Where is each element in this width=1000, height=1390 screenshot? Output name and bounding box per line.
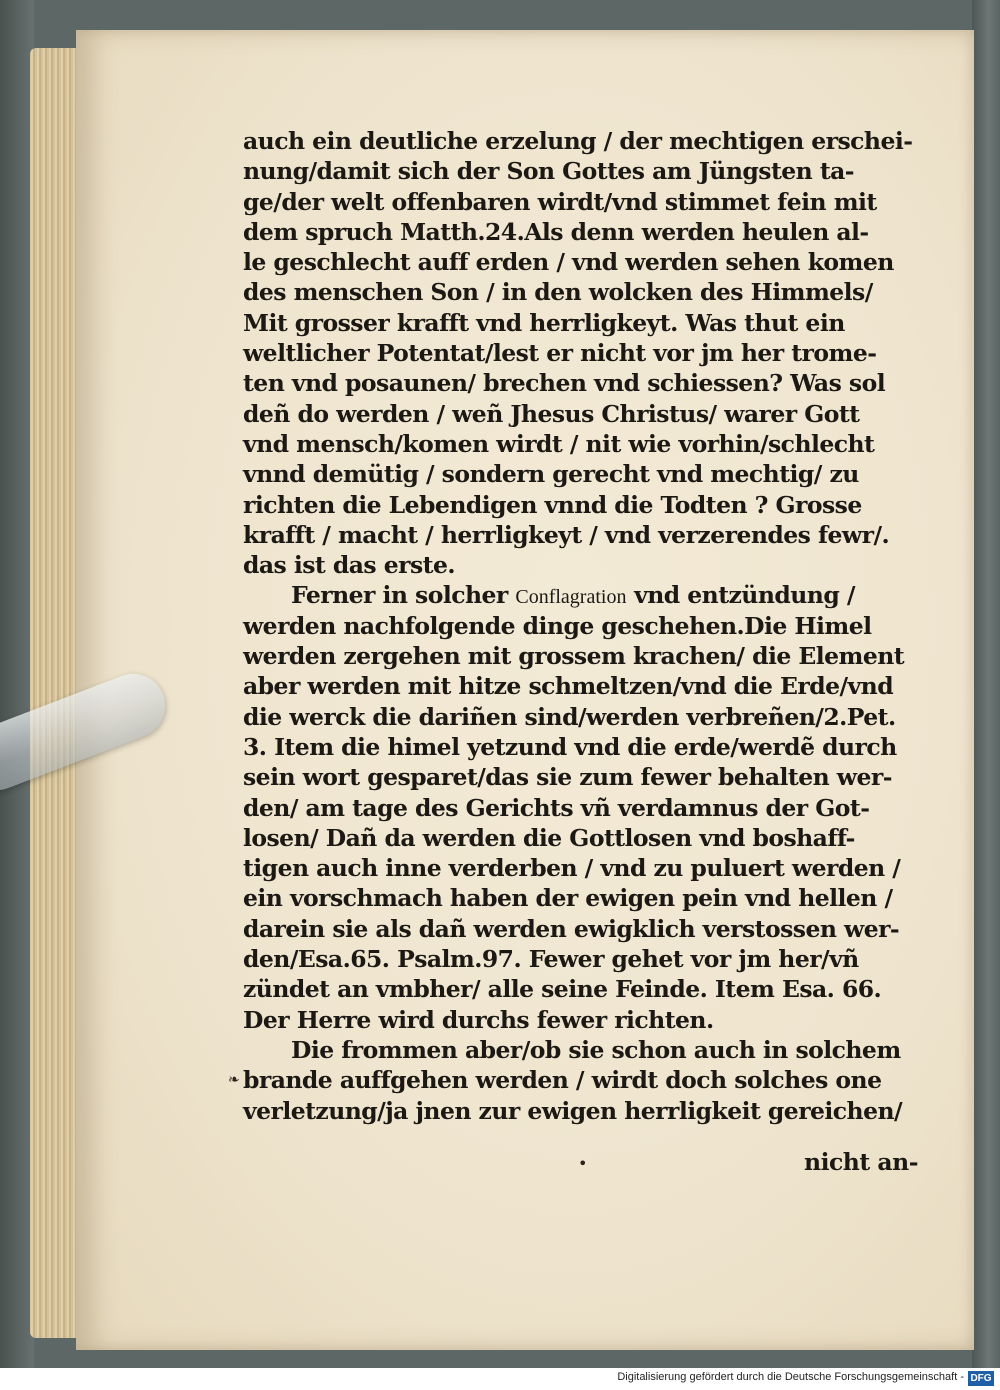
margin-mark-icon: ❧ bbox=[228, 1072, 240, 1088]
text-line: losen/ Dañ da werden die Gottlosen vnd boshaff- bbox=[243, 823, 855, 852]
text-line: nung/damit sich der Son Gottes am Jüngsten ta- bbox=[243, 157, 855, 186]
text-line: deñ do werden / weñ Jhesus Christus/ warer Gott bbox=[243, 399, 860, 428]
text-line: vnd mensch/komen wirdt / nit wie vorhin/schlecht bbox=[243, 429, 875, 458]
text-line: dem spruch Matth.24.Als denn werden heulen al- bbox=[243, 217, 869, 246]
latin-term: Conflagration bbox=[515, 586, 627, 609]
text-line: verletzung/ja jnen zur ewigen herrligkeit gereichen/ bbox=[243, 1096, 903, 1125]
text-line: die werck die dariñen sind/werden verbreñen/2.Pet. bbox=[243, 702, 896, 731]
text-line: das ist das erste. bbox=[243, 551, 455, 580]
text-line: ein vorschmach haben der ewigen pein vnd hellen / bbox=[243, 884, 893, 913]
cover-board-left bbox=[0, 0, 34, 1368]
text-line: den/Esa.65. Psalm.97. Fewer gehet vor jm her/vñ bbox=[243, 945, 859, 974]
text-line: ge/der welt offenbaren wirdt/vnd stimmet fein mit bbox=[243, 187, 877, 216]
text-line: den/ am tage des Gerichts vñ verdamnus der Got- bbox=[243, 793, 870, 822]
paragraph-start-tail: vnd entzündung / bbox=[626, 581, 855, 610]
text-line: krafft / macht / herrligkeyt / vnd verzerendes fewr/. bbox=[243, 520, 890, 549]
text-line: werden nachfolgende dinge geschehen.Die Himel bbox=[243, 611, 872, 640]
text-line: weltlicher Potentat/lest er nicht vor jm her trome- bbox=[243, 339, 877, 368]
text-line: vnnd demütig / sondern gerecht vnd mechtig/ zu bbox=[243, 460, 859, 489]
text-line: Mit grosser krafft vnd herrligkeyt. Was thut ein bbox=[243, 308, 845, 337]
text-line: zündet an vmbher/ alle seine Feinde. Item Esa. 66. bbox=[243, 975, 882, 1004]
paragraph-start-text: Ferner in solcher bbox=[291, 581, 516, 610]
paragraph-start-line bbox=[243, 580, 933, 610]
text-line: Der Herre wird durchs fewer richten. bbox=[243, 1005, 714, 1034]
text-line: Die frommen aber/ob sie schon auch in solchem bbox=[291, 1035, 901, 1064]
text-line: brande auffgehen werden / wirdt doch solches one bbox=[243, 1066, 882, 1095]
text-line: le geschlecht auff erden / vnd werden sehen komen bbox=[243, 248, 894, 277]
text-line: des menschen Son / in den wolcken des Himmels/ bbox=[243, 278, 873, 307]
text-line: tigen auch inne verderben / vnd zu puluert werden / bbox=[243, 854, 901, 883]
footer-bar bbox=[0, 1368, 1000, 1390]
text-line: ten vnd posaunen/ brechen vnd schiessen? Was sol bbox=[243, 369, 886, 398]
text-line: richten die Lebendigen vnnd die Todten ? Grosse bbox=[243, 490, 862, 519]
catchword: nicht an- bbox=[803, 1148, 918, 1176]
footer-credit: Digitalisierung gefördert durch die Deutsche Forschungsgemeinschaft - bbox=[617, 1371, 964, 1383]
text-line: darein sie als dañ werden ewigklich verstossen wer- bbox=[243, 914, 900, 943]
signature-dot-icon: • bbox=[578, 1154, 588, 1173]
text-line: werden zergehen mit grossem krachen/ die Element bbox=[243, 642, 905, 671]
dfg-logo: DFG bbox=[968, 1371, 994, 1386]
text-line: sein wort gesparet/das sie zum fewer behalten wer- bbox=[243, 763, 892, 792]
page-text bbox=[243, 126, 933, 1126]
text-line: 3. Item die himel yetzund vnd die erde/werdẽ durch bbox=[243, 732, 897, 761]
text-line: auch ein deutliche erzelung / der mechtigen erschei- bbox=[243, 127, 913, 155]
text-line: aber werden mit hitze schmeltzen/vnd die Erde/vnd bbox=[243, 672, 894, 701]
cover-board-right bbox=[972, 0, 1000, 1368]
